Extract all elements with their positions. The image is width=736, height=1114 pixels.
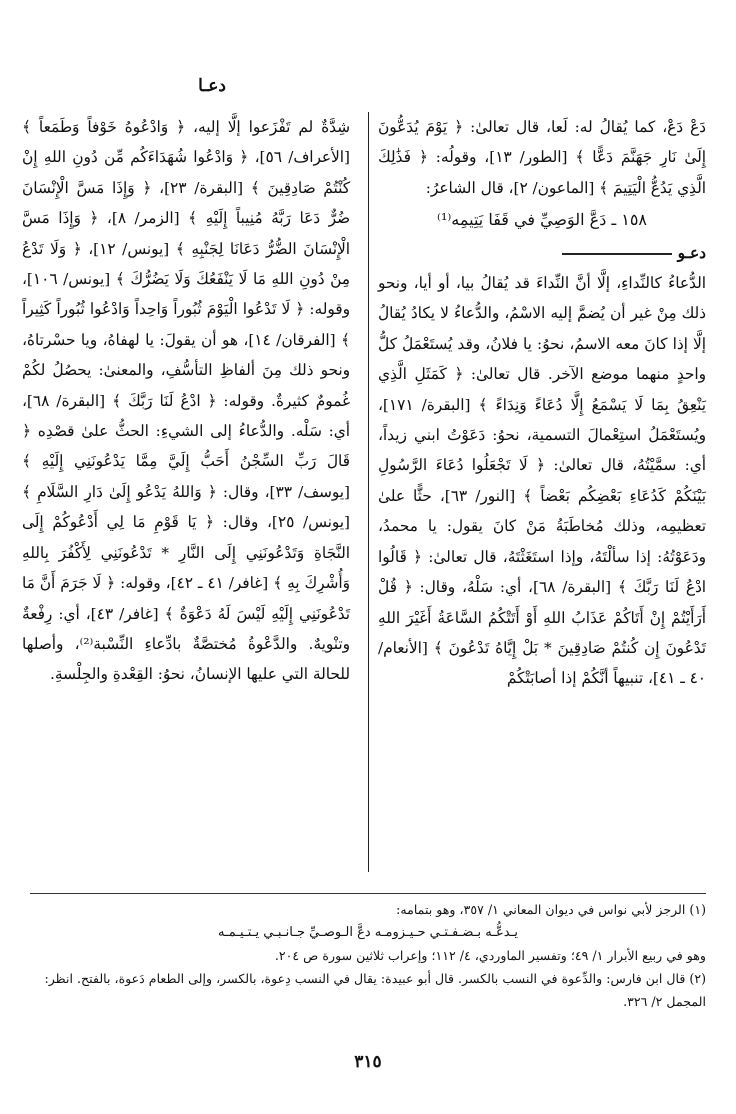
left-column-body: شِدَّةٌ لم تَفْزَعوا إلَّا إليه، ﴿ وَادْعُوهُ خَوْفاً وَطَمَعاً ﴾ [الأعراف/ ٥٦]، ﴿ وَادْعُوا شُهَدَاءَكُم مِّن دُونِ اللهِ إِنْ كُنْتُمْ صَادِقِينَ ﴾ [البقرة/ ٢٣]، ﴿ وَإِذَا مَسَّ الْإِنْسَانَ ضُرٌّ دَعَا رَبَّهُ مُنِيباً إِلَيْهِ ﴾ [الزمر/ ٨]، ﴿ وَإِذَا مَسَّ الْإِنْسَانَ الضُّرُّ دَعَانَا لِجَنْبِهِ ﴾ [يونس/ ١٢]، ﴿ وَلَا تَدْعُ مِنْ دُونِ اللهِ مَا لَا يَنْفَعُكَ وَلَا يَضُرُّكَ ﴾ [يونس/ ١٠٦]، وقوله: ﴿ لَا تَدْعُوا الْيَوْمَ ثُبُوراً وَاحِداً وَادْعُوا ثُبُوراً كَثِيراً ﴾ [الفرقان/ ١٤]، هو أن يقولَ: يا لهفاهُ، ويا حسْرتاهُ، ونحو ذلك مِنَ ألفاظِ التأسُّفِ، والمعنىٰ: يحصُلُ لكُمْ غُمومٌ كثيرةٌ. وقوله: ﴿ ادْعُ لَنَا رَبَّكَ ﴾ [البقرة/ ٦٨]، أي: سَلْه. والدُّعاءُ إلى الشيءِ: الحثُّ علىٰ قصْدِه ﴿ قَالَ رَبِّ السِّجْنُ أَحَبُّ إِلَيَّ مِمَّا يَدْعُونَنِي إِلَيْهِ ﴾ [يوسف/ ٣٣]، وقال: ﴿ وَاللهُ يَدْعُو إِلَىٰ دَارِ السَّلَامِ ﴾ [يونس/ ٢٥]، وقال: ﴿ يَا قَوْمِ مَا لِي أَدْعُوكُمْ إِلَى النَّجَاةِ وَتَدْعُونَنِي إِلَى النَّارِ * تَدْعُونَنِي لِأَكْفُرَ بِاللهِ وَأُشْرِكَ بِهِ ﴾ [غافر/ ٤١ ـ ٤٢]، وقوله: ﴿ لَا جَرَمَ أَنَّ مَا تَدْعُونَنِي إِلَيْهِ لَيْسَ لَهُ دَعْوَةٌ ﴾ [غافر/ ٤٣]، أي: رِفْعةٌ وتنْويهٌ. والدَّعْوةُ مُختصَّةٌ بادِّعاءِ النِّسْبة⁽²⁾، وأصلها للحالة التي عليها الإنسانُ، نحوُ: القِعْدةِ والجِلْسةِ. — [22, 118, 350, 684]
right-column-intro: دَعْ دَعْ، كما يُقالُ له: لَعا، قال تعالىٰ: ﴿ يَوْمَ يُدَعُّونَ إِلَىٰ نَارِ جَهَنَّمَ دَعًّا ﴾ [الطور/ ١٣]، وقولُه: ﴿ فَذَٰلِكَ الَّذِي يَدُعُّ الْيَتِيمَ ﴾ [الماعون/ ٢]، قال الشاعرُ: — [378, 118, 706, 197]
right-column-body: الدُّعاءُ كالنِّداءِ، إلَّا أنَّ النِّداءَ قد يُقالُ بيا، أو أيا، ونحو ذلك مِنْ غير أن يُضمَّ إليه الاسْمُ، والدُّعاءُ لا يكادُ يُقالُ إلَّا إذا كانَ معه الاسمُ، نحوُ: يا فلانُ، وقد يُستَعْمَلُ كلُّ واحدٍ منهما موضع الآخر. قال تعالىٰ: ﴿ كَمَثَلِ الَّذِي يَنْعِقُ بِمَا لَا يَسْمَعُ إِلَّا دُعَاءً وَنِدَاءً ﴾ [البقرة/ ١٧١]، ويُستَعْمَلُ استِعْمالَ التسمية، نحوُ: دَعَوْتُ ابني زيداً، أي: سمَّيْتُهُ، قال تعالىٰ: ﴿ لَا تَجْعَلُوا دُعَاءَ الرَّسُولِ بَيْنَكُمْ كَدُعَاءِ بَعْضِكُم بَعْضاً ﴾ [النور/ ٦٣]، حثًّا علىٰ تعظيمِه، وذلك مُخاطَبَةُ مَنْ كانَ يقول: يا محمدُ، ودَعَوْتُهُ: إذا سألْتَهُ، وإذا استَغَثْتَهُ، قال تعالىٰ: ﴿ قَالُوا ادْعُ لَنَا رَبَّكَ ﴾ [البقرة/ ٦٨]، أي: سَلْهُ، وقال: ﴿ قُلْ أَرَأَيْتُمْ إِنْ أَتَاكُمْ عَذَابُ اللهِ أَوْ أَتَتْكُمُ السَّاعَةُ أَغَيْرَ اللهِ تَدْعُونَ إِن كُنتُمْ صَادِقِينَ * بَلْ إِيَّاهُ تَدْعُونَ ﴾ [الأنعام/ ٤٠ ـ ٤١]، تنبيهاً أنَّكُمْ إذا أصابَتْكُمْ — [378, 274, 707, 688]
entry-heading-label: دعـو — [677, 243, 706, 262]
footnotes — [30, 898, 706, 1013]
footnote-2: (٢) قال ابن فارس: والدِّعوة في النسب بالكسر. قال أبو عبيدة: يقال في النسب دِعوة، بالكسر، وإلى الطعام دَعوة، بالفتح. انظر: المجمل ٢/ ٣٢٦. — [44, 971, 706, 1009]
column-divider — [368, 112, 369, 872]
entry-heading-rule — [562, 253, 672, 255]
running-head: دعـا — [198, 76, 226, 96]
left-column — [22, 112, 350, 690]
footnote-rule — [30, 893, 706, 894]
footnote-1-sources: وهو في ربيع الأبرار ١/ ٤٩؛ وتفسير الماوردي، ٤/ ١١٢؛ وإعراب ثلاثين سورة ص ٢٠٤. — [274, 948, 706, 963]
entry-heading — [378, 238, 706, 268]
poetry-verse: ١٥٨ ـ دَعَّ الوَصِيِّ في قَفَا يَتِيمِه⁽¹⁾ — [437, 210, 647, 230]
footnote-1: (١) الرجز لأبي نواس في ديوان المعاني ١/ ٣٥٧، وهو بتمامه: — [396, 902, 706, 917]
page-number: ٣١٥ — [354, 1052, 382, 1072]
right-column — [378, 112, 706, 694]
footnote-1-verse: يـدعُّـه بـضـفـتـي حـيـزومـه دعَّ الـوصـيِّ جـانـبـي يـتـيـمـه — [217, 925, 519, 940]
